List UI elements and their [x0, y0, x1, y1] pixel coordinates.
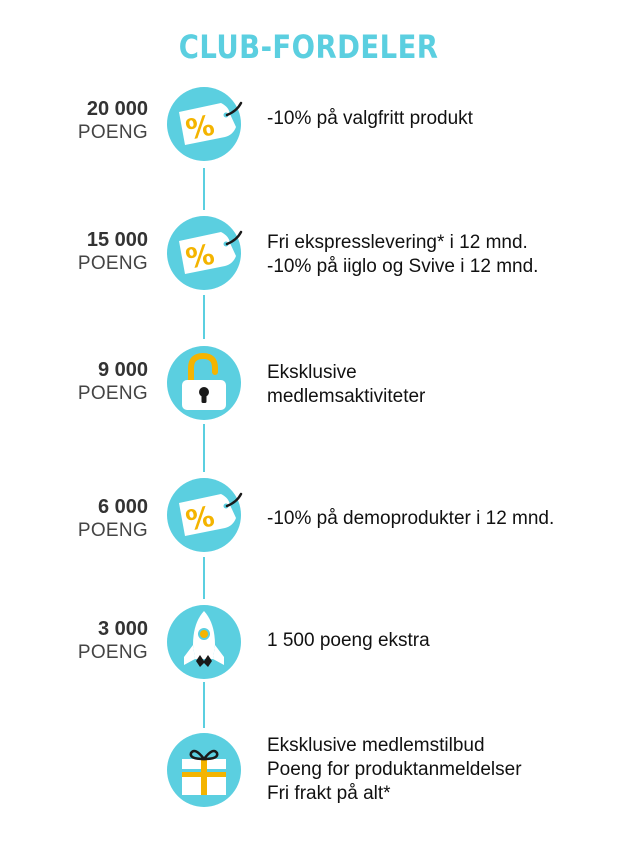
points-unit: POENG [77, 383, 148, 404]
benefit-text: -10% på valgfritt produkt [267, 108, 473, 129]
svg-text:%: % [182, 108, 218, 147]
tier-benefits [267, 107, 473, 131]
tier-benefits [267, 734, 522, 806]
benefit-text: 1 500 poeng ekstra [267, 630, 430, 651]
tier-points [78, 97, 148, 145]
points-value: 9 000 [97, 359, 148, 381]
points-unit: POENG [77, 520, 148, 541]
tier-benefits [267, 361, 425, 409]
benefit-text: Eksklusive [267, 362, 357, 383]
points-value: 3 000 [97, 618, 148, 640]
unlocked-padlock-icon [167, 346, 241, 420]
page-title: CLUB-FORDELER [178, 28, 439, 66]
timeline-connector [203, 168, 205, 210]
benefit-text: Eksklusive medlemstilbud [267, 735, 485, 756]
points-value: 6 000 [97, 496, 148, 518]
tier-points [78, 495, 148, 543]
points-value: 15 000 [86, 229, 148, 251]
percent-tag-icon [167, 87, 241, 161]
tier-points [78, 358, 148, 406]
benefit-text: -10% på iiglo og Svive i 12 mnd. [267, 256, 539, 277]
tier-benefits [267, 629, 430, 653]
svg-text:%: % [182, 237, 218, 276]
benefit-text: medlemsaktiviteter [267, 386, 426, 407]
points-unit: POENG [77, 122, 148, 143]
timeline-connector [203, 682, 205, 728]
tier-points [78, 228, 148, 276]
percent-tag-icon [167, 478, 241, 552]
benefit-text: Poeng for produktanmeldelser [267, 759, 522, 780]
benefit-text: Fri ekspresslevering* i 12 mnd. [267, 232, 528, 253]
benefit-text: -10% på demoprodukter i 12 mnd. [267, 508, 555, 529]
tier-points [78, 617, 148, 665]
rocket-icon [167, 605, 241, 679]
timeline-connector [203, 424, 205, 472]
svg-text:%: % [182, 499, 218, 538]
points-value: 20 000 [86, 98, 148, 120]
tier-benefits [267, 231, 538, 279]
benefit-text: Fri frakt på alt* [267, 783, 391, 804]
percent-tag-icon [167, 216, 241, 290]
timeline-connector [203, 557, 205, 599]
points-unit: POENG [77, 642, 148, 663]
points-unit: POENG [77, 253, 148, 274]
tier-benefits [267, 507, 554, 531]
gift-box-icon [167, 733, 241, 807]
timeline-connector [203, 295, 205, 339]
